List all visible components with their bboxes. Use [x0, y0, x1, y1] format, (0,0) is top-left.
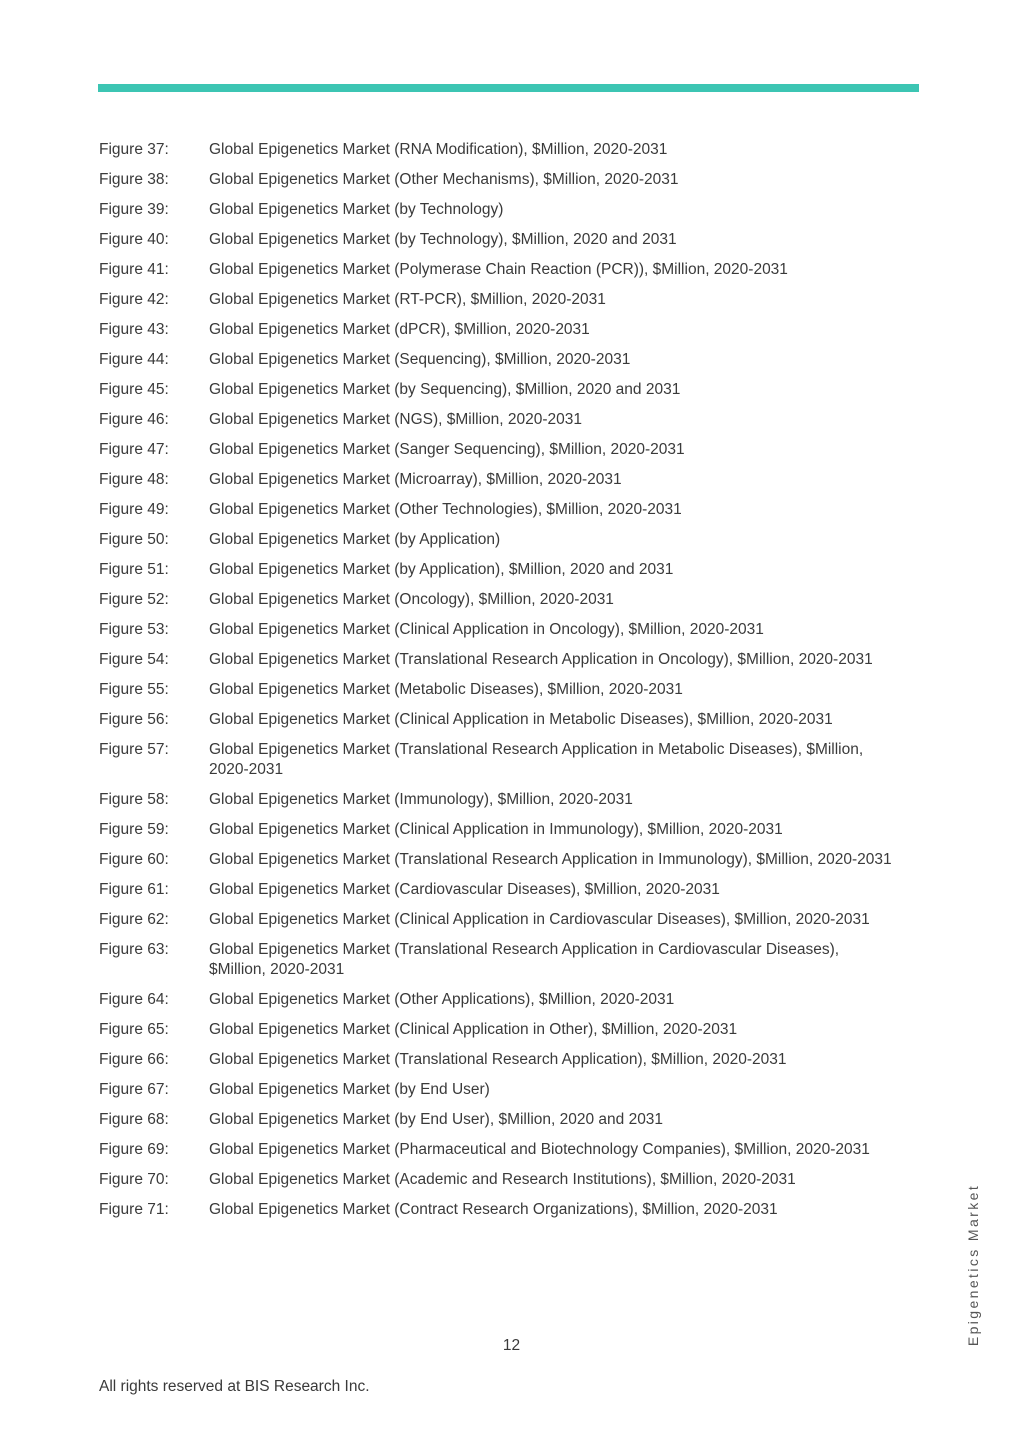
figure-title: Global Epigenetics Market (by Application), $Million, 2020 and 2031	[209, 561, 674, 578]
figure-number: Figure 64:	[99, 991, 169, 1008]
figure-title: Global Epigenetics Market (Translational Research Application in Cardiovascular Diseases), $Million, 2020-2031	[209, 941, 840, 978]
figure-list-item	[99, 940, 899, 980]
figure-number: Figure 41:	[99, 261, 169, 278]
figure-number: Figure 45:	[99, 381, 169, 398]
figure-list-item	[99, 380, 899, 400]
figure-list-item	[99, 260, 899, 280]
figure-number: Figure 39:	[99, 201, 169, 218]
figure-number: Figure 48:	[99, 471, 169, 488]
figure-title: Global Epigenetics Market (Polymerase Chain Reaction (PCR)), $Million, 2020-2031	[209, 261, 788, 278]
figure-list-item	[99, 880, 899, 900]
figure-number: Figure 71:	[99, 1201, 169, 1218]
footer-copyright: All rights reserved at BIS Research Inc.	[99, 1378, 370, 1395]
header-accent-bar	[98, 84, 919, 92]
figure-list-item	[99, 200, 899, 220]
figure-number: Figure 44:	[99, 351, 169, 368]
figure-list-item	[99, 740, 899, 780]
figure-title: Global Epigenetics Market (Sequencing), $Million, 2020-2031	[209, 351, 631, 368]
page-number: 12	[502, 1337, 521, 1354]
figure-number: Figure 50:	[99, 531, 169, 548]
figure-number: Figure 52:	[99, 591, 169, 608]
figure-title: Global Epigenetics Market (Translational Research Application in Metabolic Diseases), $Million, 2020-2031	[209, 741, 864, 778]
figure-list-item	[99, 1170, 899, 1190]
figure-title: Global Epigenetics Market (Other Mechanisms), $Million, 2020-2031	[209, 171, 679, 188]
figure-title: Global Epigenetics Market (NGS), $Million, 2020-2031	[209, 411, 583, 428]
figure-list-item	[99, 560, 899, 580]
figure-title: Global Epigenetics Market (by Technology)	[209, 201, 504, 218]
figure-title: Global Epigenetics Market (dPCR), $Million, 2020-2031	[209, 321, 590, 338]
figure-list-item	[99, 1080, 899, 1100]
figure-list-item	[99, 820, 899, 840]
figure-list-item	[99, 1200, 899, 1220]
figure-title: Global Epigenetics Market (by Sequencing), $Million, 2020 and 2031	[209, 381, 681, 398]
figure-title: Global Epigenetics Market (Other Applications), $Million, 2020-2031	[209, 991, 675, 1008]
figure-number: Figure 69:	[99, 1141, 169, 1158]
figure-list-item	[99, 620, 899, 640]
figure-list-item	[99, 140, 899, 160]
figure-number: Figure 47:	[99, 441, 169, 458]
figure-number: Figure 56:	[99, 711, 169, 728]
figure-title: Global Epigenetics Market (Clinical Application in Metabolic Diseases), $Million, 2020-2031	[209, 711, 833, 728]
figure-list-item	[99, 1110, 899, 1130]
figure-number: Figure 38:	[99, 171, 169, 188]
figure-list-item	[99, 590, 899, 610]
figure-number: Figure 55:	[99, 681, 169, 698]
side-running-title: Epigenetics Market	[965, 1183, 981, 1347]
figure-number: Figure 53:	[99, 621, 169, 638]
figure-title: Global Epigenetics Market (Other Technologies), $Million, 2020-2031	[209, 501, 682, 518]
figure-title: Global Epigenetics Market (Sanger Sequencing), $Million, 2020-2031	[209, 441, 685, 458]
figure-list-item	[99, 1140, 899, 1160]
figure-number: Figure 40:	[99, 231, 169, 248]
figure-list-item	[99, 1020, 899, 1040]
figure-title: Global Epigenetics Market (Clinical Application in Immunology), $Million, 2020-2031	[209, 821, 783, 838]
figure-number: Figure 63:	[99, 941, 169, 958]
figure-number: Figure 46:	[99, 411, 169, 428]
figure-number: Figure 62:	[99, 911, 169, 928]
figure-list-item	[99, 350, 899, 370]
figure-number: Figure 42:	[99, 291, 169, 308]
figure-title: Global Epigenetics Market (Translational Research Application in Immunology), $Million, 2020-2031	[209, 851, 892, 868]
figure-title: Global Epigenetics Market (Clinical Application in Other), $Million, 2020-2031	[209, 1021, 738, 1038]
figure-number: Figure 49:	[99, 501, 169, 518]
figure-list-item	[99, 440, 899, 460]
figure-list-item	[99, 910, 899, 930]
figure-list-item	[99, 680, 899, 700]
figure-number: Figure 65:	[99, 1021, 169, 1038]
figure-title: Global Epigenetics Market (Cardiovascular Diseases), $Million, 2020-2031	[209, 881, 720, 898]
list-of-figures	[99, 140, 899, 1230]
figure-title: Global Epigenetics Market (Contract Research Organizations), $Million, 2020-2031	[209, 1201, 778, 1218]
figure-title: Global Epigenetics Market (Immunology), $Million, 2020-2031	[209, 791, 633, 808]
figure-list-item	[99, 650, 899, 670]
figure-number: Figure 61:	[99, 881, 169, 898]
figure-title: Global Epigenetics Market (Clinical Application in Oncology), $Million, 2020-2031	[209, 621, 764, 638]
figure-title: Global Epigenetics Market (by End User)	[209, 1081, 490, 1098]
figure-title: Global Epigenetics Market (by Application)	[209, 531, 501, 548]
figure-number: Figure 37:	[99, 141, 169, 158]
figure-number: Figure 59:	[99, 821, 169, 838]
figure-title: Global Epigenetics Market (Academic and Research Institutions), $Million, 2020-2031	[209, 1171, 796, 1188]
figure-list-item	[99, 170, 899, 190]
figure-number: Figure 43:	[99, 321, 169, 338]
figure-number: Figure 67:	[99, 1081, 169, 1098]
figure-title: Global Epigenetics Market (Clinical Application in Cardiovascular Diseases), $Million, 2020-2031	[209, 911, 870, 928]
figure-number: Figure 51:	[99, 561, 169, 578]
figure-number: Figure 66:	[99, 1051, 169, 1068]
figure-list-item	[99, 850, 899, 870]
figure-title: Global Epigenetics Market (Metabolic Diseases), $Million, 2020-2031	[209, 681, 683, 698]
figure-title: Global Epigenetics Market (Translational Research Application), $Million, 2020-2031	[209, 1051, 787, 1068]
figure-list-item	[99, 790, 899, 810]
figure-list-item	[99, 410, 899, 430]
figure-list-item	[99, 1050, 899, 1070]
figure-title: Global Epigenetics Market (Oncology), $Million, 2020-2031	[209, 591, 614, 608]
figure-number: Figure 58:	[99, 791, 169, 808]
figure-number: Figure 54:	[99, 651, 169, 668]
figure-list-item	[99, 990, 899, 1010]
figure-title: Global Epigenetics Market (by End User), $Million, 2020 and 2031	[209, 1111, 664, 1128]
figure-number: Figure 70:	[99, 1171, 169, 1188]
figure-list-item	[99, 290, 899, 310]
figure-list-item	[99, 500, 899, 520]
figure-number: Figure 57:	[99, 741, 169, 758]
figure-title: Global Epigenetics Market (RNA Modification), $Million, 2020-2031	[209, 141, 668, 158]
figure-title: Global Epigenetics Market (by Technology), $Million, 2020 and 2031	[209, 231, 677, 248]
figure-number: Figure 68:	[99, 1111, 169, 1128]
figure-title: Global Epigenetics Market (Pharmaceutical and Biotechnology Companies), $Million, 2020-2031	[209, 1141, 870, 1158]
figure-list-item	[99, 710, 899, 730]
figure-title: Global Epigenetics Market (Microarray), $Million, 2020-2031	[209, 471, 622, 488]
figure-list-item	[99, 530, 899, 550]
figure-list-item	[99, 230, 899, 250]
figure-title: Global Epigenetics Market (Translational Research Application in Oncology), $Million, 2020-2031	[209, 651, 873, 668]
figure-list-item	[99, 320, 899, 340]
figure-title: Global Epigenetics Market (RT-PCR), $Million, 2020-2031	[209, 291, 606, 308]
figure-list-item	[99, 470, 899, 490]
figure-number: Figure 60:	[99, 851, 169, 868]
